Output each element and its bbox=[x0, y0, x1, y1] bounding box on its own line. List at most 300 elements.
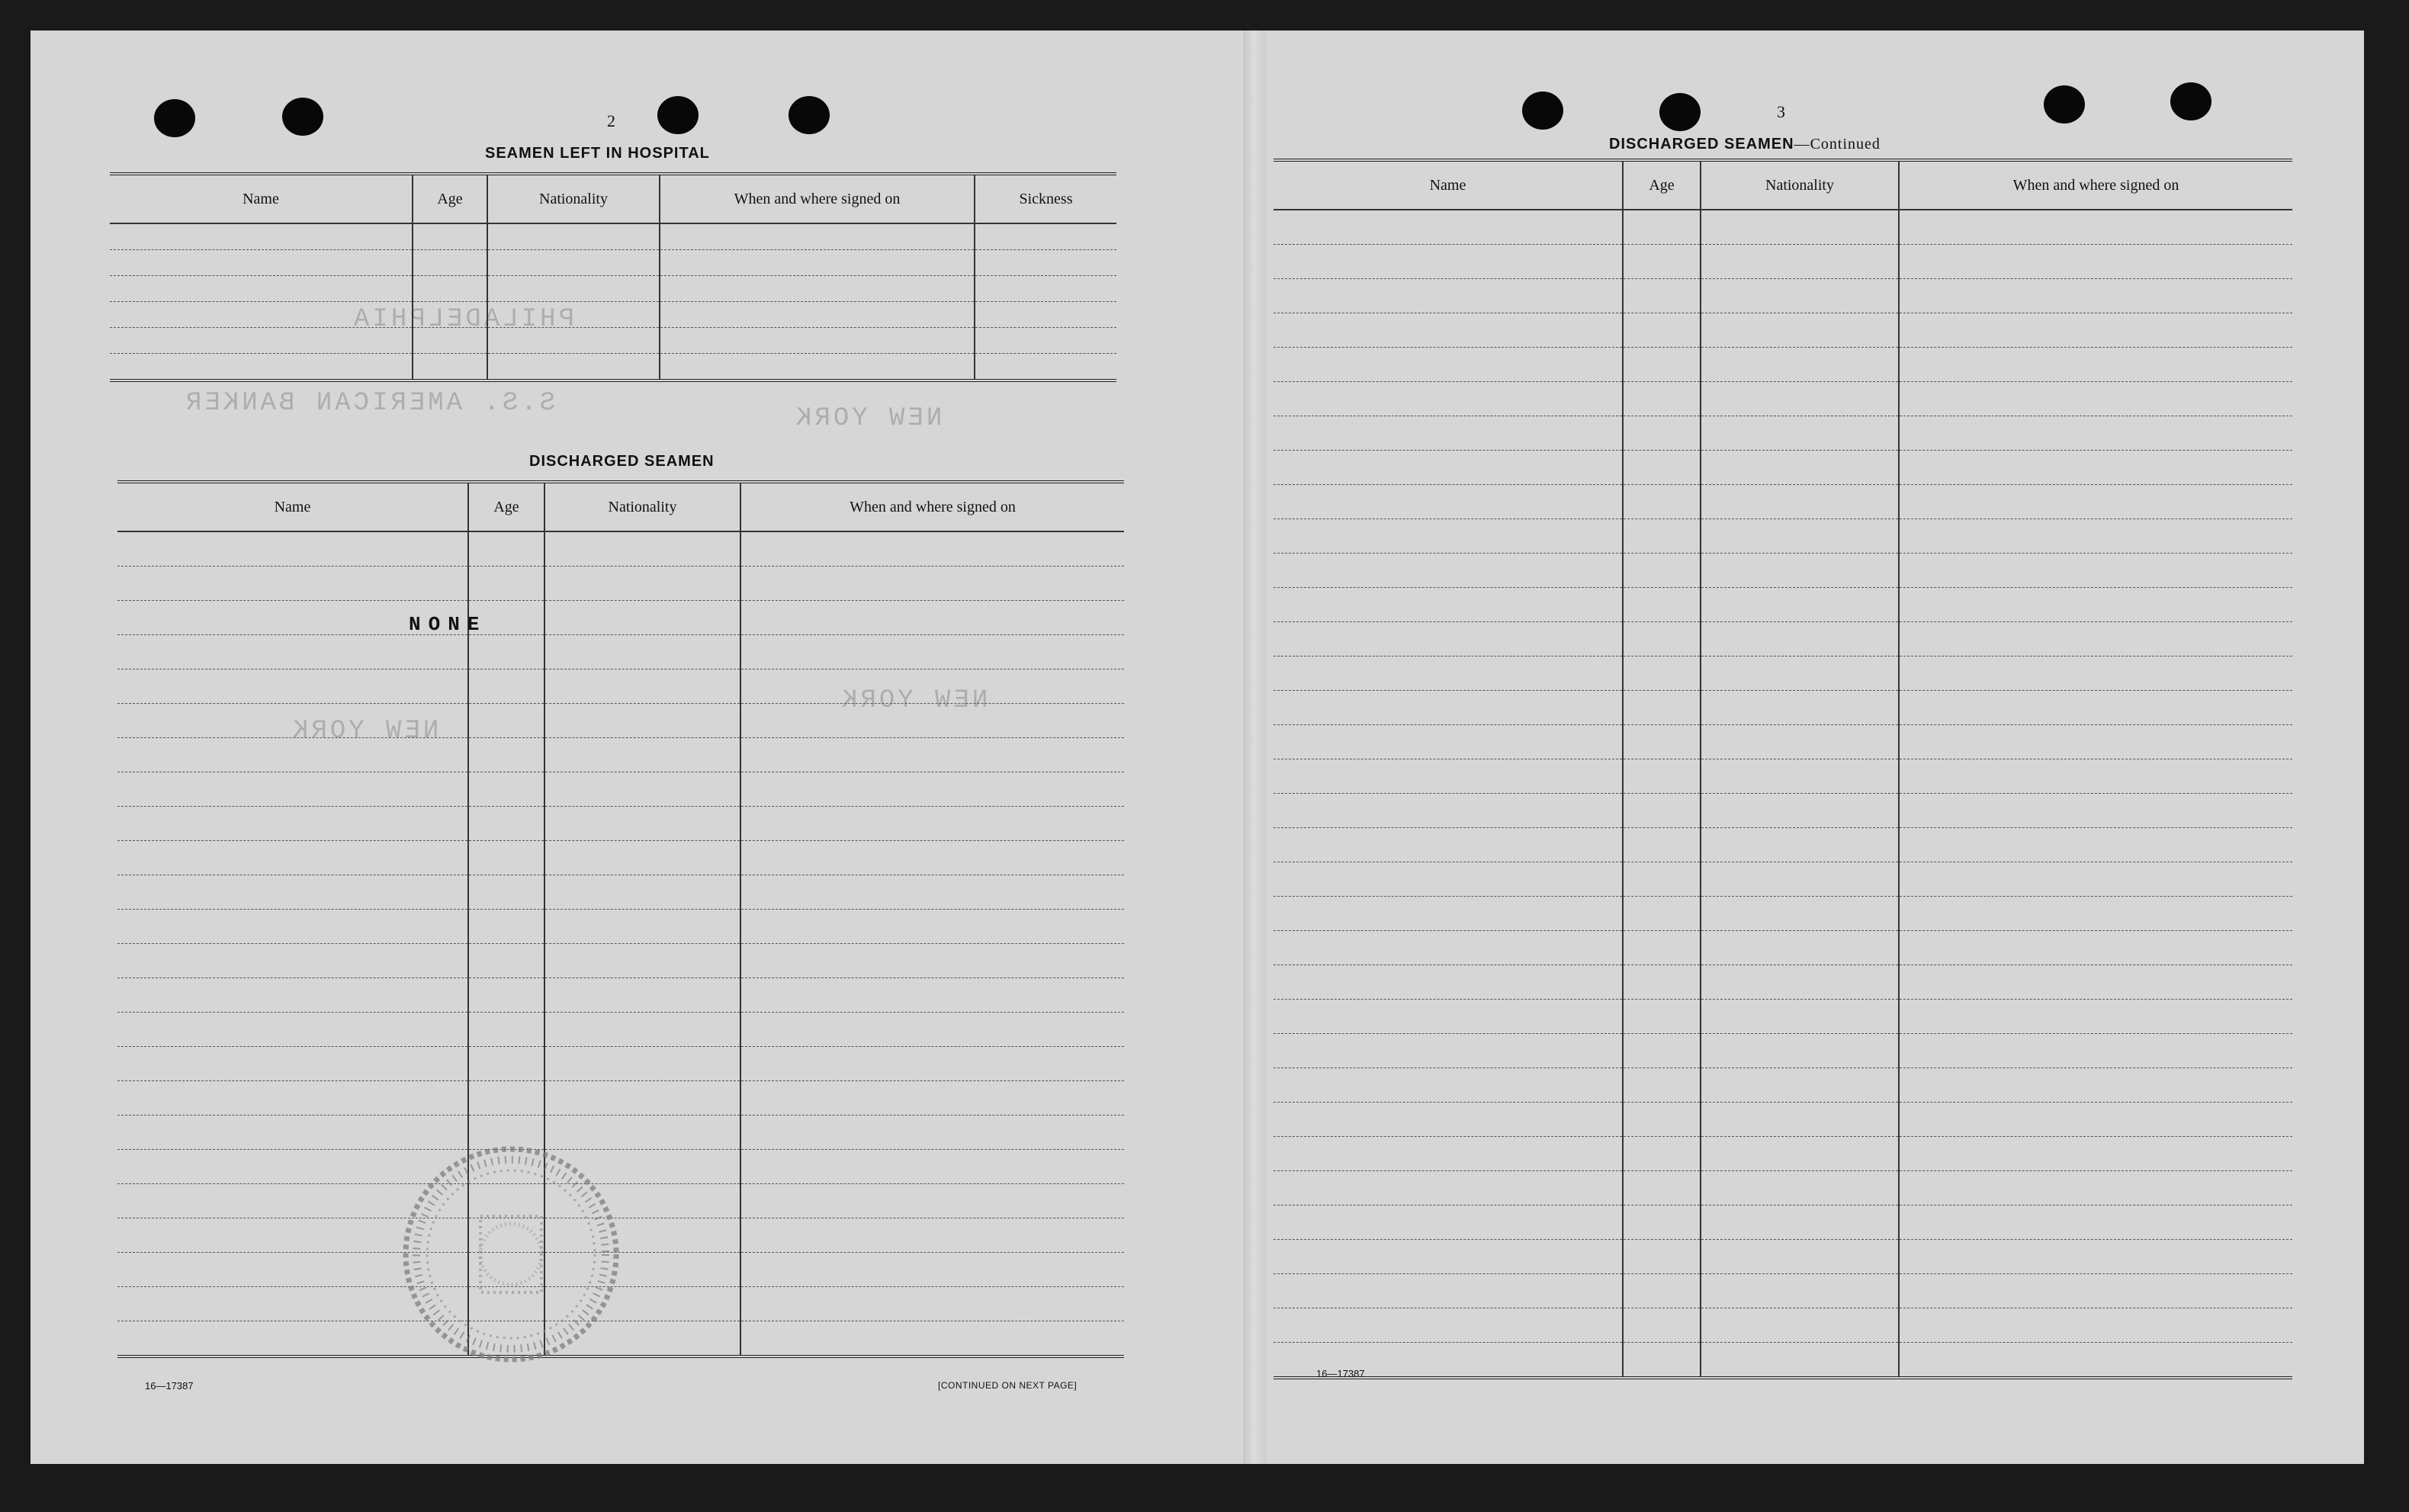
table-cell bbox=[1274, 965, 1623, 1000]
table-cell bbox=[740, 601, 1124, 635]
none-entry: NONE bbox=[409, 613, 487, 636]
table-row bbox=[1274, 554, 2292, 588]
table-row bbox=[1274, 485, 2292, 519]
table-cell bbox=[740, 1218, 1124, 1253]
table-row bbox=[1274, 862, 2292, 897]
table-cell bbox=[1274, 931, 1623, 965]
table-cell bbox=[1274, 862, 1623, 897]
table-cell bbox=[1274, 451, 1623, 485]
table-cell bbox=[544, 1013, 740, 1047]
table-cell bbox=[1899, 279, 2292, 313]
table-cell bbox=[468, 910, 544, 944]
table-cell bbox=[1623, 554, 1701, 588]
hospital-table bbox=[110, 172, 1116, 382]
table-row bbox=[1274, 1103, 2292, 1137]
table-cell bbox=[544, 669, 740, 704]
table-cell bbox=[468, 531, 544, 567]
column-header-name: Name bbox=[117, 482, 468, 531]
table-cell bbox=[740, 875, 1124, 910]
table-cell bbox=[1899, 1034, 2292, 1068]
table-cell bbox=[660, 302, 975, 328]
table-cell bbox=[1623, 1343, 1701, 1379]
table-cell bbox=[1274, 1205, 1623, 1240]
table-cell bbox=[740, 772, 1124, 807]
table-cell bbox=[975, 328, 1116, 354]
table-cell bbox=[1623, 828, 1701, 862]
table-cell bbox=[1701, 1068, 1899, 1103]
table-cell bbox=[1701, 519, 1899, 554]
table-cell bbox=[740, 635, 1124, 669]
table-row bbox=[117, 1047, 1124, 1081]
table-cell bbox=[740, 1116, 1124, 1150]
table-cell bbox=[1899, 1343, 2292, 1379]
discharged-section-title: DISCHARGED SEAMEN bbox=[529, 453, 715, 470]
table-cell bbox=[1623, 1240, 1701, 1274]
table-cell bbox=[487, 302, 660, 328]
table-cell bbox=[468, 1013, 544, 1047]
table-cell bbox=[117, 772, 468, 807]
table-cell bbox=[1623, 313, 1701, 348]
table-row bbox=[1274, 828, 2292, 862]
table-cell bbox=[117, 910, 468, 944]
table-cell bbox=[740, 669, 1124, 704]
table-row bbox=[1274, 451, 2292, 485]
table-cell bbox=[1274, 416, 1623, 451]
discharged-table-right bbox=[1274, 159, 2292, 1379]
table-cell bbox=[413, 250, 487, 276]
table-row bbox=[1274, 382, 2292, 416]
table-cell bbox=[468, 1047, 544, 1081]
table-cell bbox=[544, 1081, 740, 1116]
punch-hole bbox=[154, 99, 195, 137]
discharged-continued-title-main: DISCHARGED SEAMEN bbox=[1609, 136, 1794, 152]
table-cell bbox=[740, 1081, 1124, 1116]
table-cell bbox=[1899, 416, 2292, 451]
table-row bbox=[1274, 1274, 2292, 1308]
table-cell bbox=[117, 944, 468, 978]
table-cell bbox=[975, 250, 1116, 276]
table-cell bbox=[660, 250, 975, 276]
table-cell bbox=[1899, 245, 2292, 279]
table-cell bbox=[117, 875, 468, 910]
table-cell bbox=[1623, 1205, 1701, 1240]
table-row bbox=[110, 302, 1116, 328]
table-cell bbox=[1274, 279, 1623, 313]
table-cell bbox=[1701, 1103, 1899, 1137]
table-cell bbox=[468, 704, 544, 738]
table-cell bbox=[1623, 279, 1701, 313]
table-row bbox=[1274, 1205, 2292, 1240]
table-row bbox=[1274, 1171, 2292, 1205]
document-sheet bbox=[31, 30, 2364, 1464]
table-cell bbox=[740, 1287, 1124, 1321]
punch-hole bbox=[789, 96, 830, 134]
table-row bbox=[1274, 897, 2292, 931]
table-cell bbox=[1274, 1240, 1623, 1274]
table-row bbox=[1274, 1000, 2292, 1034]
table-cell bbox=[110, 302, 413, 328]
table-cell bbox=[1623, 1068, 1701, 1103]
table-cell bbox=[1274, 1274, 1623, 1308]
table-cell bbox=[1623, 897, 1701, 931]
show-through-text: PHILADELPHIA bbox=[351, 305, 574, 334]
table-cell bbox=[487, 223, 660, 250]
table-row bbox=[1274, 348, 2292, 382]
table-cell bbox=[487, 354, 660, 381]
table-row bbox=[1274, 931, 2292, 965]
table-cell bbox=[1274, 759, 1623, 794]
table-cell bbox=[544, 635, 740, 669]
column-header-name: Name bbox=[1274, 160, 1623, 210]
table-cell bbox=[413, 328, 487, 354]
table-cell bbox=[110, 328, 413, 354]
table-cell bbox=[1701, 416, 1899, 451]
table-cell bbox=[1701, 931, 1899, 965]
table-cell bbox=[117, 978, 468, 1013]
table-cell bbox=[117, 841, 468, 875]
table-row bbox=[1274, 519, 2292, 554]
table-row bbox=[117, 635, 1124, 669]
column-header-nationality: Nationality bbox=[487, 174, 660, 223]
table-row bbox=[1274, 1308, 2292, 1343]
show-through-text: S.S. AMERICAN BANKER bbox=[183, 389, 556, 418]
table-row bbox=[1274, 622, 2292, 656]
column-header-age: Age bbox=[413, 174, 487, 223]
table-cell bbox=[544, 841, 740, 875]
table-cell bbox=[1701, 554, 1899, 588]
table-cell bbox=[1623, 794, 1701, 828]
table-cell bbox=[1274, 1103, 1623, 1137]
table-cell bbox=[1623, 759, 1701, 794]
table-cell bbox=[1701, 794, 1899, 828]
table-cell bbox=[1899, 485, 2292, 519]
punch-hole bbox=[657, 96, 699, 134]
table-cell bbox=[1274, 691, 1623, 725]
table-cell bbox=[1899, 1274, 2292, 1308]
column-header-nationality: Nationality bbox=[544, 482, 740, 531]
table-row bbox=[1274, 1068, 2292, 1103]
table-cell bbox=[1701, 828, 1899, 862]
table-cell bbox=[1899, 1103, 2292, 1137]
table-cell bbox=[1274, 1137, 1623, 1171]
table-cell bbox=[740, 1047, 1124, 1081]
table-cell bbox=[1701, 1137, 1899, 1171]
table-cell bbox=[468, 1081, 544, 1116]
table-cell bbox=[740, 841, 1124, 875]
column-header-age: Age bbox=[468, 482, 544, 531]
table-cell bbox=[110, 354, 413, 381]
discharged-continued-title bbox=[1609, 136, 1881, 153]
table-cell bbox=[1274, 622, 1623, 656]
table-row bbox=[117, 841, 1124, 875]
table-cell bbox=[740, 807, 1124, 841]
table-row bbox=[1274, 245, 2292, 279]
table-cell bbox=[1701, 313, 1899, 348]
table-cell bbox=[1701, 965, 1899, 1000]
page-fold bbox=[1243, 30, 1266, 1464]
table-cell bbox=[544, 738, 740, 772]
column-header-signed-on: When and where signed on bbox=[660, 174, 975, 223]
table-row bbox=[110, 354, 1116, 381]
table-cell bbox=[1899, 382, 2292, 416]
table-cell bbox=[1899, 622, 2292, 656]
table-cell bbox=[487, 250, 660, 276]
table-cell bbox=[1701, 382, 1899, 416]
table-cell bbox=[487, 328, 660, 354]
table-cell bbox=[1623, 1034, 1701, 1068]
table-cell bbox=[1701, 1343, 1899, 1379]
table-cell bbox=[1701, 656, 1899, 691]
punch-hole bbox=[2044, 85, 2085, 124]
show-through-text: NEW YORK bbox=[290, 717, 439, 746]
table-cell bbox=[1899, 519, 2292, 554]
table-cell bbox=[1274, 485, 1623, 519]
table-cell bbox=[1701, 1308, 1899, 1343]
table-row bbox=[117, 875, 1124, 910]
table-cell bbox=[1701, 451, 1899, 485]
table-cell bbox=[1899, 794, 2292, 828]
column-header-name: Name bbox=[110, 174, 413, 223]
table-cell bbox=[1274, 897, 1623, 931]
table-cell bbox=[740, 1321, 1124, 1357]
table-cell bbox=[117, 1047, 468, 1081]
table-cell bbox=[413, 302, 487, 328]
punch-hole bbox=[1659, 93, 1701, 131]
table-cell bbox=[468, 875, 544, 910]
table-cell bbox=[117, 635, 468, 669]
table-cell bbox=[1274, 588, 1623, 622]
table-cell bbox=[1701, 210, 1899, 245]
page-number-left: 2 bbox=[607, 111, 615, 130]
table-cell bbox=[1899, 725, 2292, 759]
table-cell bbox=[1623, 965, 1701, 1000]
table-cell bbox=[1274, 1000, 1623, 1034]
table-cell bbox=[1274, 519, 1623, 554]
table-row bbox=[1274, 588, 2292, 622]
table-cell bbox=[1701, 897, 1899, 931]
table-cell bbox=[1623, 622, 1701, 656]
table-cell bbox=[660, 328, 975, 354]
table-cell bbox=[1701, 245, 1899, 279]
table-cell bbox=[1274, 656, 1623, 691]
table-cell bbox=[740, 1253, 1124, 1287]
table-cell bbox=[544, 978, 740, 1013]
table-row bbox=[1274, 279, 2292, 313]
table-row bbox=[1274, 1240, 2292, 1274]
table-cell bbox=[975, 354, 1116, 381]
table-cell bbox=[468, 567, 544, 601]
table-cell bbox=[117, 567, 468, 601]
table-row bbox=[1274, 794, 2292, 828]
table-cell bbox=[1623, 1137, 1701, 1171]
table-cell bbox=[1623, 485, 1701, 519]
table-cell bbox=[1701, 348, 1899, 382]
hospital-section-title: SEAMEN LEFT IN HOSPITAL bbox=[485, 145, 710, 162]
table-cell bbox=[1274, 210, 1623, 245]
table-row bbox=[117, 910, 1124, 944]
table-cell bbox=[1274, 1034, 1623, 1068]
punch-hole bbox=[282, 98, 323, 136]
table-cell bbox=[975, 276, 1116, 302]
table-cell bbox=[1623, 1171, 1701, 1205]
table-row bbox=[110, 328, 1116, 354]
table-cell bbox=[1899, 348, 2292, 382]
punch-hole bbox=[1522, 91, 1563, 130]
table-row bbox=[1274, 691, 2292, 725]
table-cell bbox=[1899, 828, 2292, 862]
table-cell bbox=[1274, 828, 1623, 862]
table-cell bbox=[1899, 862, 2292, 897]
table-cell bbox=[1274, 382, 1623, 416]
table-cell bbox=[1701, 1240, 1899, 1274]
table-cell bbox=[110, 250, 413, 276]
table-cell bbox=[1701, 588, 1899, 622]
table-row bbox=[117, 531, 1124, 567]
table-cell bbox=[1899, 965, 2292, 1000]
table-cell bbox=[1899, 1137, 2292, 1171]
table-row bbox=[110, 223, 1116, 250]
table-cell bbox=[975, 223, 1116, 250]
table-cell bbox=[1701, 622, 1899, 656]
table-cell bbox=[1623, 416, 1701, 451]
column-header-age: Age bbox=[1623, 160, 1701, 210]
column-header-nationality: Nationality bbox=[1701, 160, 1899, 210]
table-cell bbox=[1701, 1000, 1899, 1034]
table-cell bbox=[1701, 1034, 1899, 1068]
table-cell bbox=[544, 531, 740, 567]
table-cell bbox=[1623, 931, 1701, 965]
table-cell bbox=[544, 1047, 740, 1081]
table-cell bbox=[1701, 279, 1899, 313]
table-cell bbox=[1274, 1068, 1623, 1103]
discharged-continued-title-suffix: —Continued bbox=[1794, 136, 1881, 152]
table-cell bbox=[1623, 862, 1701, 897]
table-cell bbox=[117, 1013, 468, 1047]
table-row bbox=[117, 567, 1124, 601]
table-cell bbox=[1623, 1000, 1701, 1034]
table-row bbox=[117, 704, 1124, 738]
circular-stamp-seal bbox=[389, 1136, 633, 1372]
table-cell bbox=[1623, 382, 1701, 416]
table-cell bbox=[1899, 1068, 2292, 1103]
show-through-text: NEW YORK bbox=[839, 686, 988, 715]
table-cell bbox=[1623, 725, 1701, 759]
table-cell bbox=[110, 276, 413, 302]
table-cell bbox=[660, 223, 975, 250]
page-number-right: 3 bbox=[1777, 102, 1785, 121]
table-cell bbox=[1701, 691, 1899, 725]
table-row bbox=[1274, 313, 2292, 348]
table-cell bbox=[1623, 210, 1701, 245]
table-cell bbox=[468, 738, 544, 772]
table-cell bbox=[740, 704, 1124, 738]
table-cell bbox=[117, 531, 468, 567]
table-cell bbox=[1623, 588, 1701, 622]
table-cell bbox=[544, 772, 740, 807]
table-row bbox=[110, 276, 1116, 302]
table-cell bbox=[413, 223, 487, 250]
table-row bbox=[1274, 1034, 2292, 1068]
table-cell bbox=[413, 276, 487, 302]
table-cell bbox=[1899, 1205, 2292, 1240]
table-cell bbox=[1899, 1240, 2292, 1274]
table-row bbox=[117, 738, 1124, 772]
table-cell bbox=[1274, 554, 1623, 588]
table-cell bbox=[544, 875, 740, 910]
table-cell bbox=[468, 669, 544, 704]
table-cell bbox=[1899, 759, 2292, 794]
table-row bbox=[117, 807, 1124, 841]
table-row bbox=[1274, 1343, 2292, 1379]
table-cell bbox=[413, 354, 487, 381]
column-header-sickness: Sickness bbox=[975, 174, 1116, 223]
table-cell bbox=[1899, 1000, 2292, 1034]
table-cell bbox=[1623, 1103, 1701, 1137]
table-cell bbox=[110, 223, 413, 250]
table-cell bbox=[1701, 725, 1899, 759]
table-cell bbox=[544, 704, 740, 738]
table-cell bbox=[1274, 794, 1623, 828]
table-cell bbox=[1274, 725, 1623, 759]
table-cell bbox=[1899, 588, 2292, 622]
table-cell bbox=[1701, 862, 1899, 897]
table-cell bbox=[468, 635, 544, 669]
table-cell bbox=[117, 704, 468, 738]
table-cell bbox=[1623, 656, 1701, 691]
table-row bbox=[117, 944, 1124, 978]
table-cell bbox=[1701, 485, 1899, 519]
table-cell bbox=[1623, 451, 1701, 485]
table-cell bbox=[468, 772, 544, 807]
table-row bbox=[1274, 416, 2292, 451]
punch-hole bbox=[2170, 82, 2211, 120]
table-cell bbox=[1899, 1171, 2292, 1205]
table-cell bbox=[1701, 759, 1899, 794]
form-code-left: 16—17387 bbox=[145, 1380, 194, 1392]
table-cell bbox=[1274, 1308, 1623, 1343]
column-header-signed-on: When and where signed on bbox=[1899, 160, 2292, 210]
table-cell bbox=[1274, 313, 1623, 348]
table-cell bbox=[1274, 245, 1623, 279]
table-cell bbox=[1899, 897, 2292, 931]
table-cell bbox=[1899, 656, 2292, 691]
table-cell bbox=[468, 944, 544, 978]
table-cell bbox=[544, 944, 740, 978]
table-cell bbox=[660, 276, 975, 302]
table-cell bbox=[740, 978, 1124, 1013]
table-cell bbox=[975, 302, 1116, 328]
table-cell bbox=[660, 354, 975, 381]
table-cell bbox=[1899, 451, 2292, 485]
table-cell bbox=[740, 910, 1124, 944]
column-header-signed-on: When and where signed on bbox=[740, 482, 1124, 531]
table-cell bbox=[1623, 245, 1701, 279]
table-cell bbox=[740, 738, 1124, 772]
table-row bbox=[1274, 210, 2292, 245]
table-cell bbox=[740, 944, 1124, 978]
table-cell bbox=[468, 807, 544, 841]
table-row bbox=[117, 669, 1124, 704]
table-cell bbox=[487, 276, 660, 302]
table-cell bbox=[1623, 519, 1701, 554]
table-cell bbox=[740, 531, 1124, 567]
table-cell bbox=[117, 669, 468, 704]
table-cell bbox=[468, 841, 544, 875]
table-row bbox=[1274, 759, 2292, 794]
table-cell bbox=[1701, 1274, 1899, 1308]
table-row bbox=[117, 601, 1124, 635]
table-cell bbox=[468, 978, 544, 1013]
